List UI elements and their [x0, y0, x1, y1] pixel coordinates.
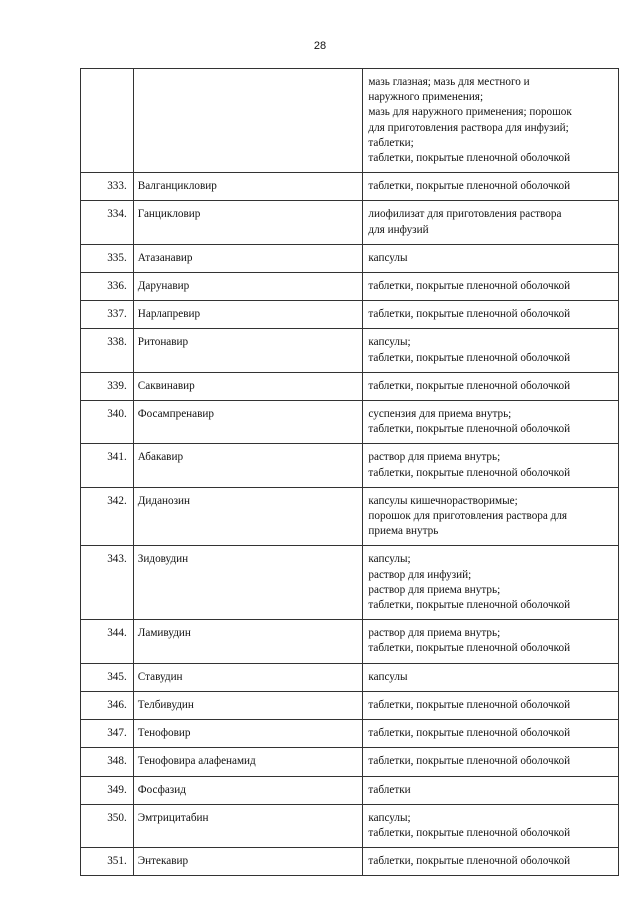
table-row: [81, 201, 619, 244]
table-row: [81, 372, 619, 400]
drug-name: [133, 69, 363, 173]
dosage-forms: [363, 776, 619, 804]
dosage-form-line: таблетки, покрытые пленочной оболочкой: [368, 423, 571, 436]
table-row: [81, 69, 619, 173]
dosage-forms: [363, 372, 619, 400]
table-row: [81, 329, 619, 372]
row-number: 337.: [81, 301, 134, 329]
table-row: [81, 804, 619, 847]
drug-name: Фосампренавир: [133, 401, 363, 444]
table-row: [81, 546, 619, 620]
dosage-form-line: таблетки, покрытые пленочной оболочкой: [368, 855, 571, 868]
dosage-forms: [363, 244, 619, 272]
dosage-form-line: мазь глазная; мазь для местного и: [368, 76, 530, 88]
dosage-forms: [363, 663, 619, 691]
row-number: 346.: [81, 691, 134, 719]
dosage-form-line: раствор для приема внутрь;: [368, 583, 501, 596]
dosage-form-line: таблетки, покрытые пленочной оболочкой: [368, 466, 571, 479]
table-row: [81, 720, 619, 748]
table-row: [81, 748, 619, 776]
row-number: 347.: [81, 720, 134, 748]
row-number: 339.: [81, 372, 134, 400]
dosage-forms: [363, 201, 619, 244]
dosage-form-line: капсулы: [368, 251, 408, 264]
drug-name: Тенофовира алафенамид: [133, 748, 363, 776]
row-number: 348.: [81, 748, 134, 776]
drug-name: Абакавир: [133, 444, 363, 487]
dosage-form-line: мазь для наружного применения; порошок: [368, 106, 572, 119]
dosage-form-line: раствор для приема внутрь;: [368, 627, 501, 640]
dosage-form-line: таблетки, покрытые пленочной оболочкой: [368, 351, 571, 364]
dosage-form-line: таблетки;: [368, 136, 414, 149]
dosage-forms: [363, 69, 619, 173]
row-number: 350.: [81, 804, 134, 847]
drug-name: Тенофовир: [133, 720, 363, 748]
drug-name: Дарунавир: [133, 273, 363, 301]
drug-name: Энтекавир: [133, 848, 363, 876]
dosage-form-line: раствор для инфузий;: [368, 568, 472, 581]
row-number: 351.: [81, 848, 134, 876]
table-row: [81, 663, 619, 691]
drug-name: Фосфазид: [133, 776, 363, 804]
dosage-forms: [363, 329, 619, 372]
dosage-form-line: таблетки, покрытые пленочной оболочкой: [368, 180, 571, 193]
dosage-form-line: таблетки, покрытые пленочной оболочкой: [368, 280, 571, 293]
dosage-forms: [363, 301, 619, 329]
dosage-forms: [363, 173, 619, 201]
drug-table: [80, 68, 619, 876]
table-row: [81, 848, 619, 876]
drug-name: Атазанавир: [133, 244, 363, 272]
dosage-form-line: капсулы;: [368, 553, 411, 566]
row-number: 333.: [81, 173, 134, 201]
dosage-forms: [363, 620, 619, 663]
dosage-form-line: раствор для приема внутрь;: [368, 451, 501, 464]
drug-name: Телбивудин: [133, 691, 363, 719]
dosage-form-line: наружного применения;: [368, 91, 484, 104]
drug-name: Зидовудин: [133, 546, 363, 620]
dosage-form-line: для приготовления раствора для инфузий;: [368, 121, 569, 134]
row-number: 345.: [81, 663, 134, 691]
table-row: [81, 444, 619, 487]
drug-name: Ритонавир: [133, 329, 363, 372]
row-number: 336.: [81, 273, 134, 301]
dosage-form-line: капсулы кишечнорастворимые;: [368, 494, 518, 507]
dosage-forms: [363, 748, 619, 776]
dosage-forms: [363, 487, 619, 546]
row-number: 334.: [81, 201, 134, 244]
drug-table-body: [81, 69, 619, 876]
dosage-forms: [363, 546, 619, 620]
page-number: 28: [313, 40, 327, 52]
row-number: [81, 69, 134, 173]
row-number: 341.: [81, 444, 134, 487]
dosage-form-line: суспензия для приема внутрь;: [368, 408, 512, 421]
dosage-form-line: таблетки, покрытые пленочной оболочкой: [368, 642, 571, 655]
dosage-form-line: таблетки, покрытые пленочной оболочкой: [368, 755, 571, 768]
dosage-form-line: таблетки, покрытые пленочной оболочкой: [368, 152, 571, 165]
table-row: [81, 273, 619, 301]
drug-name: Ставудин: [133, 663, 363, 691]
dosage-forms: [363, 804, 619, 847]
drug-name: Ламивудин: [133, 620, 363, 663]
dosage-forms: [363, 273, 619, 301]
dosage-form-line: лиофилизат для приготовления раствора: [368, 208, 562, 221]
dosage-form-line: приема внутрь: [368, 525, 439, 538]
dosage-form-line: таблетки, покрытые пленочной оболочкой: [368, 308, 571, 321]
table-row: [81, 244, 619, 272]
table-row: [81, 301, 619, 329]
drug-name: Валганцикловир: [133, 173, 363, 201]
table-row: [81, 487, 619, 546]
dosage-form-line: таблетки: [368, 783, 411, 796]
row-number: 340.: [81, 401, 134, 444]
dosage-form-line: таблетки, покрытые пленочной оболочкой: [368, 727, 571, 740]
dosage-forms: [363, 401, 619, 444]
row-number: 344.: [81, 620, 134, 663]
dosage-form-line: капсулы;: [368, 811, 411, 824]
table-row: [81, 401, 619, 444]
table-row: [81, 620, 619, 663]
drug-name: Диданозин: [133, 487, 363, 546]
drug-name: Саквинавир: [133, 372, 363, 400]
dosage-forms: [363, 691, 619, 719]
table-row: [81, 173, 619, 201]
row-number: 342.: [81, 487, 134, 546]
drug-name: Ганцикловир: [133, 201, 363, 244]
dosage-form-line: капсулы: [368, 670, 408, 683]
row-number: 349.: [81, 776, 134, 804]
drug-name: Эмтрицитабин: [133, 804, 363, 847]
dosage-form-line: таблетки, покрытые пленочной оболочкой: [368, 379, 571, 392]
row-number: 338.: [81, 329, 134, 372]
table-row: [81, 691, 619, 719]
dosage-forms: [363, 720, 619, 748]
table-row: [81, 776, 619, 804]
dosage-forms: [363, 444, 619, 487]
dosage-form-line: таблетки, покрытые пленочной оболочкой: [368, 599, 571, 612]
dosage-form-line: таблетки, покрытые пленочной оболочкой: [368, 698, 571, 711]
row-number: 343.: [81, 546, 134, 620]
drug-name: Нарлапревир: [133, 301, 363, 329]
dosage-form-line: для инфузий: [368, 223, 429, 236]
dosage-forms: [363, 848, 619, 876]
dosage-form-line: порошок для приготовления раствора для: [368, 510, 568, 523]
dosage-form-line: таблетки, покрытые пленочной оболочкой: [368, 826, 571, 839]
dosage-form-line: капсулы;: [368, 336, 411, 349]
row-number: 335.: [81, 244, 134, 272]
